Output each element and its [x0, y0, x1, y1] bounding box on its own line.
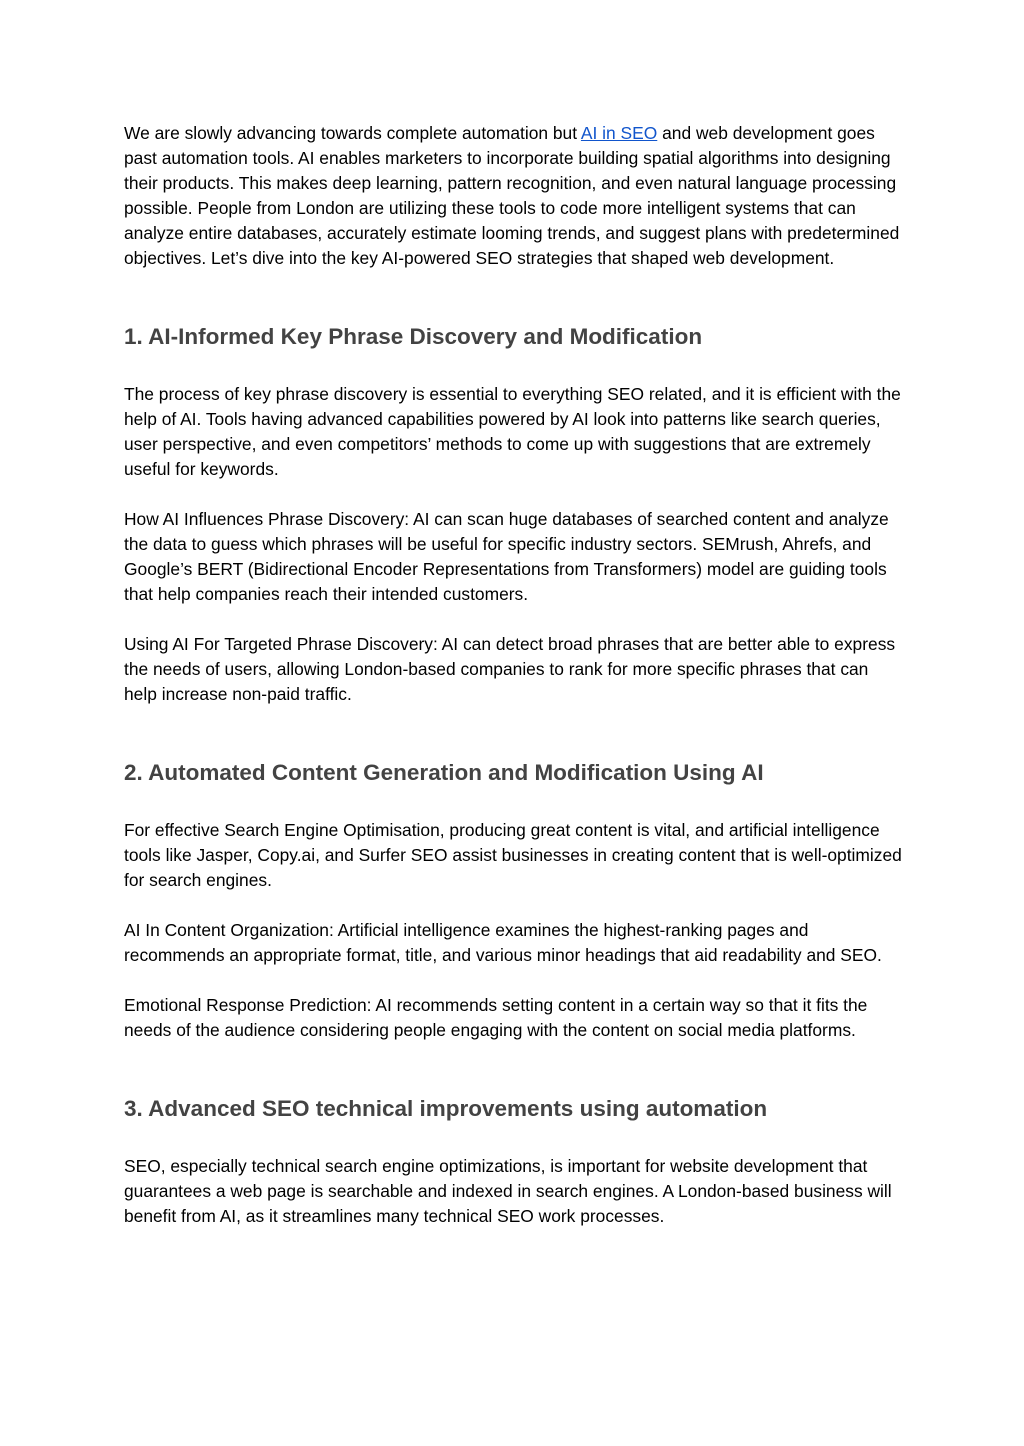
section-1-paragraph-1: The process of key phrase discovery is essential to everything SEO related, and it is efficient with the help of AI. Tools having advanced capabilities powered by AI look into patterns like search queries, user perspective, and even competitors’ methods to come up with suggestions that are extremely useful for keywords.	[124, 384, 901, 479]
intro-text-before-link: We are slowly advancing towards complete automation but	[124, 123, 581, 143]
section-2-paragraph-3: Emotional Response Prediction: AI recommends setting content in a certain way so that it fits the needs of the audience considering people engaging with the content on social media platforms.	[124, 995, 868, 1040]
document-page	[124, 121, 904, 1229]
section-heading-2: 2. Automated Content Generation and Modification Using AI	[124, 760, 764, 785]
ai-in-seo-link[interactable]: AI in SEO	[580, 123, 658, 143]
section-heading-1: 1. AI-Informed Key Phrase Discovery and Modification	[124, 324, 703, 349]
section-1-paragraph-2: How AI Influences Phrase Discovery: AI can scan huge databases of searched content and analyze the data to guess which phrases will be useful for specific industry sectors. SEMrush, Ahrefs, and Google’s BERT (Bidirectional Encoder Representations from Transformers) model are guiding tools that help companies reach their intended customers.	[124, 509, 889, 604]
section-3-paragraph-1: SEO, especially technical search engine optimizations, is important for website development that guarantees a web page is searchable and indexed in search engines. A London-based business will benefit from AI, as it streamlines many technical SEO work processes.	[124, 1156, 892, 1226]
intro-paragraph	[124, 121, 904, 271]
section-2-paragraph-1: For effective Search Engine Optimisation, producing great content is vital, and artificial intelligence tools like Jasper, Copy.ai, and Surfer SEO assist businesses in creating content that is well-optimized for search engines.	[124, 820, 902, 890]
section-heading-3: 3. Advanced SEO technical improvements using automation	[124, 1096, 768, 1121]
intro-text-after-link: and web development goes past automation tools. AI enables marketers to incorporate building spatial algorithms into designing their products. This makes deep learning, pattern recognition, and even natural language processing possible. People from London are utilizing these tools to code more intelligent systems that can analyze entire databases, accurately estimate looming trends, and suggest plans with predetermined objectives. Let’s dive into the key AI-powered SEO strategies that shaped web development.	[124, 123, 900, 268]
section-2-paragraph-2: AI In Content Organization: Artificial intelligence examines the highest-ranking pages and recommends an appropriate format, title, and various minor headings that aid readability and SEO.	[124, 920, 882, 965]
section-1-paragraph-3: Using AI For Targeted Phrase Discovery: AI can detect broad phrases that are better able to express the needs of users, allowing London-based companies to rank for more specific phrases that can help increase non-paid traffic.	[124, 634, 896, 704]
